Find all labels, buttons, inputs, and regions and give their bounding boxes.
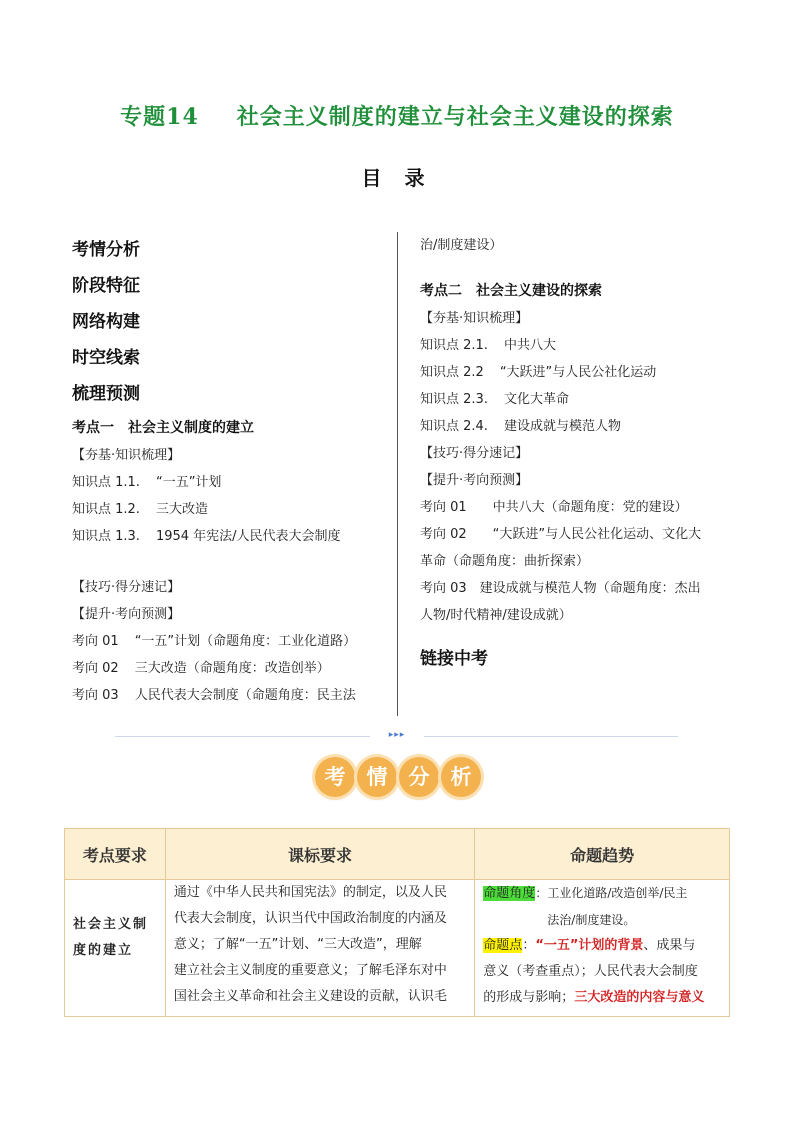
cell-trend [475, 880, 730, 1017]
knowledge-text: 1954 年宪法/人民代表大会制度 [155, 529, 341, 544]
knowledge-text: 三大改造 [155, 502, 208, 517]
toc-skill-label[interactable]: 【技巧·得分速记】 [72, 580, 181, 595]
direction-text: 三大改造（命题角度：改造创举） [134, 661, 330, 676]
separator-line-left [115, 736, 370, 737]
toc-left-column [72, 232, 392, 709]
badge-char: 考 [315, 757, 355, 797]
toc-raise-label[interactable]: 【提升·考向预测】 [72, 607, 181, 622]
knowledge-label: 知识点 1.2. [72, 502, 140, 517]
header-trend: 命题趋势 [475, 829, 730, 880]
toc-foundation-label[interactable]: 【夯基·知识梳理】 [420, 311, 529, 326]
toc-link-review[interactable]: 梳理预测 [72, 384, 140, 404]
cell-requirement [165, 880, 474, 1017]
toc-direction-item[interactable]: 考向 02 “大跃进”与人民公社化运动、文化大 [420, 527, 702, 542]
toc-link-analysis[interactable]: 考情分析 [72, 240, 140, 260]
knowledge-text: 中共八大 [503, 338, 556, 353]
toc-knowledge-item[interactable] [72, 496, 392, 523]
direction-label: 考向 02 [72, 661, 119, 676]
point-line-3: 的形成与影响； [483, 990, 575, 1005]
angle-text: ：工业化道路/改造创举/民主 [535, 886, 688, 900]
angle-label: 命题角度 [483, 886, 536, 901]
header-requirement: 课标要求 [165, 829, 474, 880]
toc-direction-item[interactable] [72, 682, 392, 709]
title-number: 专题14 [120, 104, 199, 130]
knowledge-label: 知识点 2.3. [420, 392, 488, 407]
knowledge-text: 建设成就与模范人物 [503, 419, 621, 434]
toc-link-network[interactable]: 网络构建 [72, 312, 140, 332]
point-label: 命题点 [483, 938, 523, 953]
requirement-line: 国社会主义革命和社会主义建设的贡献，认识毛 [173, 989, 447, 1004]
direction-text: 人民代表大会制度（命题角度：民主法 [134, 688, 356, 703]
knowledge-label: 知识点 2.2 [420, 365, 484, 380]
document-title [0, 100, 794, 131]
point-highlight-2: 三大改造的内容与意义 [574, 990, 705, 1005]
point-colon: ： [522, 938, 536, 953]
knowledge-label: 知识点 1.3. [72, 529, 140, 544]
trend-text [475, 880, 729, 1011]
toc-knowledge-item[interactable] [420, 413, 730, 440]
toc-foundation-label[interactable]: 【夯基·知识梳理】 [72, 448, 181, 463]
toc-point1-title[interactable]: 考点一 社会主义制度的建立 [72, 420, 254, 436]
toc-knowledge-item[interactable] [420, 332, 730, 359]
knowledge-text: 文化大革命 [503, 392, 569, 407]
requirement-line: 通过《中华人民共和国宪法》的制定，以及人民 [173, 885, 447, 900]
cell-point [65, 880, 166, 1017]
requirement-line: 建立社会主义制度的重要意义；了解毛泽东对中 [173, 963, 447, 978]
knowledge-text: “一五”计划 [155, 475, 222, 490]
knowledge-label: 知识点 2.1. [420, 338, 488, 353]
toc-direction-item-cont[interactable]: 革命（命题角度：曲折探索） [420, 554, 590, 569]
badge-char: 分 [399, 757, 439, 797]
direction-text: “一五”计划（命题角度：工业化道路） [134, 634, 357, 649]
badge-char: 情 [357, 757, 397, 797]
section-badge [315, 757, 480, 803]
separator-line-right [424, 736, 678, 737]
toc-continued-line: 治/制度建设） [420, 238, 503, 253]
toc-raise-label[interactable]: 【提升·考向预测】 [420, 473, 529, 488]
point-text: 社会主义制度的建立 [73, 917, 149, 958]
toc-link-timeline[interactable]: 时空线索 [72, 348, 140, 368]
badge-char: 析 [441, 757, 481, 797]
toc-direction-item-cont[interactable]: 人物/时代精神/建设成就） [420, 608, 572, 623]
toc-right-column [420, 232, 730, 677]
direction-label: 考向 01 [72, 634, 119, 649]
title-text: 社会主义制度的建立与社会主义建设的探索 [236, 105, 674, 130]
toc-knowledge-item[interactable] [420, 359, 730, 386]
requirement-line: 意义；了解“一五”计划、“三大改造”，理解 [173, 937, 422, 952]
toc-link-exam[interactable]: 链接中考 [420, 649, 488, 669]
column-divider [397, 232, 398, 716]
header-point: 考点要求 [65, 829, 166, 880]
toc-link-stage[interactable]: 阶段特征 [72, 276, 140, 296]
requirement-text [166, 880, 474, 1010]
point-highlight-1: “一五”计划的背景 [535, 938, 644, 953]
toc-direction-item[interactable]: 考向 03 建设成就与模范人物（命题角度：杰出 [420, 581, 701, 596]
toc-knowledge-item[interactable] [72, 523, 392, 550]
angle-text-cont: 法治/制度建设。 [547, 913, 636, 927]
toc-direction-item[interactable] [72, 628, 392, 655]
knowledge-label: 知识点 2.4. [420, 419, 488, 434]
toc-knowledge-item[interactable] [72, 469, 392, 496]
toc-heading: 目 录 [361, 166, 433, 190]
point-mid: 、成果与 [643, 938, 696, 953]
requirement-line: 代表大会制度，认识当代中国政治制度的内涵及 [173, 911, 447, 926]
toc-point2-title[interactable]: 考点二 社会主义建设的探索 [420, 283, 602, 299]
toc-direction-item[interactable]: 考向 01 中共八大（命题角度：党的建设） [420, 500, 688, 515]
analysis-table [64, 828, 730, 1017]
toc-knowledge-item[interactable] [420, 386, 730, 413]
knowledge-text: “大跃进”与人民公社化运动 [499, 365, 657, 380]
point-line-2: 意义（考查重点）；人民代表大会制度 [483, 964, 698, 979]
direction-label: 考向 03 [72, 688, 119, 703]
toc-direction-item[interactable] [72, 655, 392, 682]
separator-arrows-icon: ▸▸▸ [388, 730, 406, 740]
knowledge-label: 知识点 1.1. [72, 475, 140, 490]
table-header-row [65, 829, 730, 880]
table-row [65, 880, 730, 1017]
toc-skill-label[interactable]: 【技巧·得分速记】 [420, 446, 529, 461]
